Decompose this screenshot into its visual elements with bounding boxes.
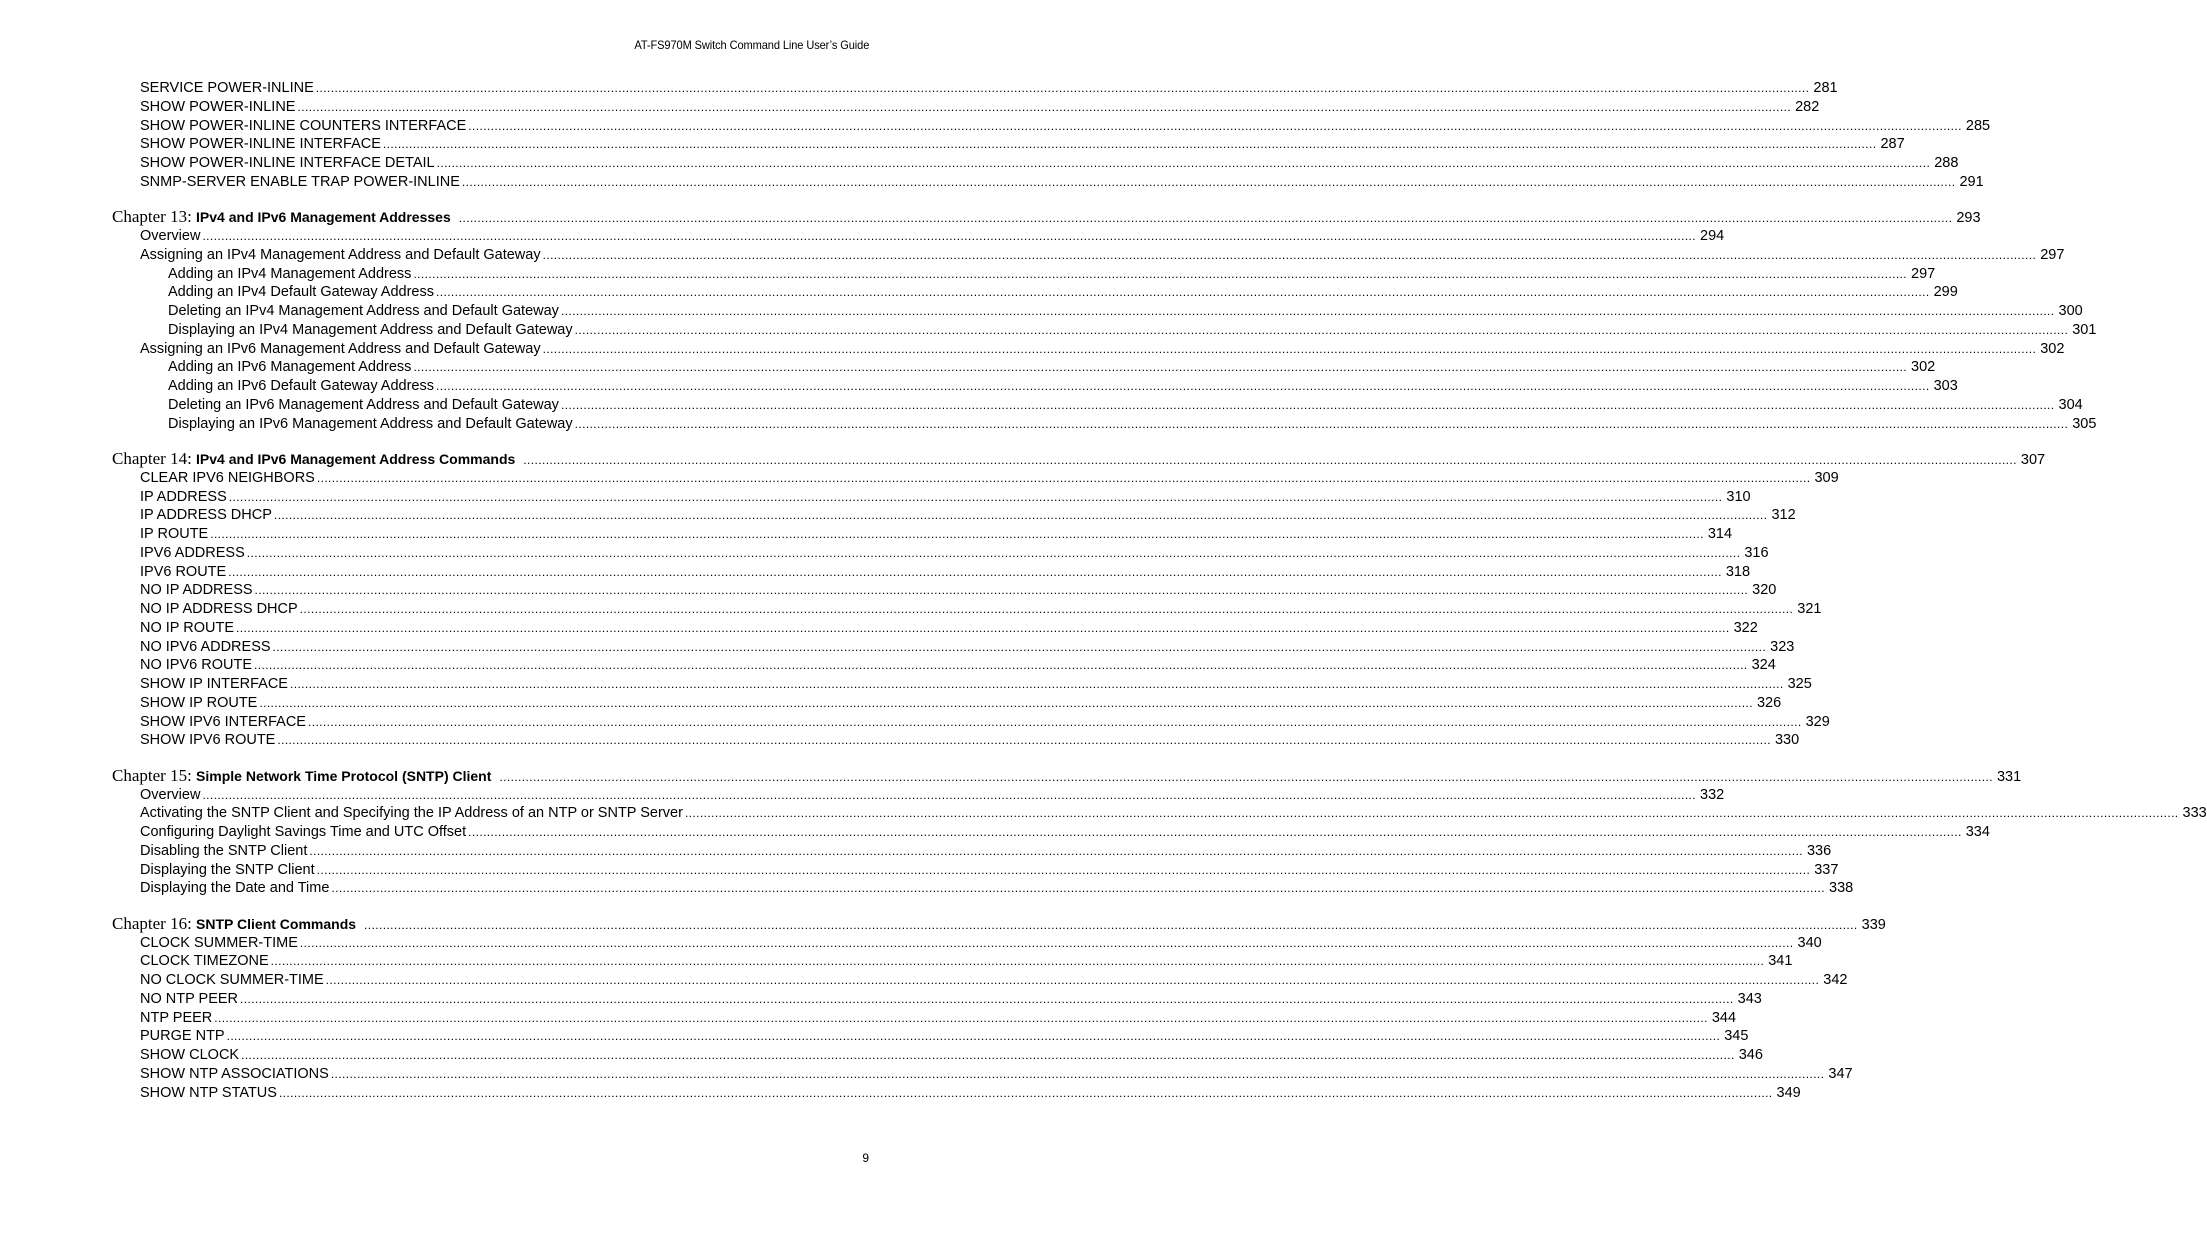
dot-leader: ................................................................................................................................................................................................................................................................................................................................................................................................................ bbox=[254, 583, 1749, 598]
toc-page-number: 336 bbox=[1806, 842, 1832, 859]
toc-entry[interactable] bbox=[140, 804, 2207, 823]
toc-entry-title: Assigning an IPv4 Management Address and Default Gateway bbox=[140, 246, 541, 263]
toc-page-number: 281 bbox=[1813, 80, 1838, 96]
toc-entry[interactable] bbox=[140, 638, 1795, 657]
toc-page-number: 300 bbox=[2058, 303, 2083, 319]
toc-page-number: 304 bbox=[2058, 396, 2083, 413]
toc-entry-title: PURGE NTP bbox=[140, 1028, 225, 1045]
toc-entry-title: NO IP ADDRESS bbox=[140, 582, 253, 599]
toc-entry-title bbox=[112, 914, 364, 935]
toc-entry-title: SNMP-SERVER ENABLE TRAP POWER-INLINE bbox=[140, 173, 460, 190]
dot-leader: ................................................................................................................................................................................................................................................................................................................................................................................................................ bbox=[240, 991, 1734, 1006]
toc-entry-title: SHOW NTP STATUS bbox=[140, 1084, 277, 1101]
toc-entry-title: CLOCK TIMEZONE bbox=[140, 953, 269, 970]
dot-leader: ................................................................................................................................................................................................................................................................................................................................................................................................................ bbox=[560, 304, 2055, 318]
toc-page-number: 338 bbox=[1829, 880, 1854, 897]
toc-entry[interactable] bbox=[140, 1046, 1763, 1065]
toc-entry-title: SHOW IP ROUTE bbox=[140, 694, 258, 711]
chapter-title: IPv4 and IPv6 Management Address Commands bbox=[196, 450, 516, 467]
toc-page-number: 302 bbox=[1911, 359, 1936, 376]
toc-entry-title: Displaying an IPv6 Management Address and Default Gateway bbox=[168, 415, 573, 432]
toc-entry-title: Adding an IPv6 Default Gateway Address bbox=[168, 378, 434, 394]
toc-entry[interactable] bbox=[140, 227, 1725, 246]
toc-entry[interactable] bbox=[140, 1084, 1801, 1103]
toc-page-number: 307 bbox=[2020, 451, 2046, 468]
toc-entry[interactable] bbox=[140, 173, 1984, 192]
toc-page-number: 297 bbox=[1911, 265, 1936, 282]
toc-entry-title bbox=[112, 449, 523, 470]
toc-entry-title: IPV6 ROUTE bbox=[140, 563, 227, 580]
toc-page-number: 343 bbox=[1737, 990, 1762, 1007]
toc-page-number: 299 bbox=[1933, 284, 1958, 301]
dot-leader: ................................................................................................................................................................................................................................................................................................................................................................................................................ bbox=[254, 658, 1748, 673]
toc-entry[interactable] bbox=[140, 525, 1733, 544]
toc-entry-title: Disabling the SNTP Client bbox=[140, 842, 308, 859]
toc-entry[interactable] bbox=[140, 879, 1854, 898]
toc-page-number: 341 bbox=[1768, 953, 1793, 970]
toc-chapter-entry[interactable] bbox=[112, 207, 1981, 228]
toc-chapter-entry[interactable] bbox=[112, 448, 2046, 470]
toc-entry[interactable] bbox=[140, 842, 1832, 861]
toc-page-number: 324 bbox=[1751, 657, 1776, 674]
dot-leader: ................................................................................................................................................................................................................................................................................................................................................................................................................ bbox=[278, 1085, 1773, 1100]
toc-page-number: 310 bbox=[1726, 488, 1751, 505]
toc-entry[interactable] bbox=[168, 265, 1936, 284]
dot-leader: ................................................................................................................................................................................................................................................................................................................................................................................................................ bbox=[236, 620, 1730, 635]
toc-page-number: 340 bbox=[1797, 934, 1822, 951]
toc-entry[interactable] bbox=[168, 396, 2083, 415]
toc-entry-title: Adding an IPv6 Management Address bbox=[168, 359, 412, 376]
chapter-number: Chapter 14: bbox=[112, 448, 197, 468]
toc-entry[interactable] bbox=[140, 990, 1762, 1009]
toc-page-number: 294 bbox=[1700, 228, 1725, 244]
toc-page-number: 331 bbox=[1996, 768, 2022, 785]
dot-leader: ................................................................................................................................................................................................................................................................................................................................................................................................................ bbox=[574, 416, 2069, 431]
toc-entry[interactable] bbox=[140, 1065, 1853, 1084]
dot-leader: ................................................................................................................................................................................................................................................................................................................................................................................................................ bbox=[331, 881, 1825, 896]
toc-entry-title: CLEAR IPV6 NEIGHBORS bbox=[140, 469, 315, 486]
toc-page-number: 291 bbox=[1959, 173, 1984, 190]
dot-leader: ................................................................................................................................................................................................................................................................................................................................................................................................................ bbox=[542, 247, 2037, 262]
toc-entry[interactable] bbox=[140, 340, 2065, 359]
toc-entry-title: Overview bbox=[140, 786, 201, 803]
chapter-title: SNTP Client Commands bbox=[196, 915, 357, 932]
toc-page-number: 285 bbox=[1965, 117, 1991, 134]
toc-entry[interactable] bbox=[140, 1027, 1749, 1046]
toc-entry[interactable] bbox=[168, 321, 2097, 340]
toc-page-number: 297 bbox=[2040, 246, 2065, 263]
toc-page-number: 333 bbox=[2182, 805, 2207, 822]
chapter-title: Simple Network Time Protocol (SNTP) Client bbox=[196, 767, 492, 784]
chapter-number: Chapter 16: bbox=[112, 913, 197, 933]
toc-entry-title: SHOW IPV6 INTERFACE bbox=[140, 713, 306, 730]
toc-page-number: 321 bbox=[1797, 601, 1822, 617]
toc-entry[interactable] bbox=[140, 952, 1793, 971]
toc-page-number: 316 bbox=[1744, 544, 1769, 561]
toc-entry-title: Displaying the SNTP Client bbox=[140, 861, 315, 878]
toc-entry-title: SERVICE POWER-INLINE bbox=[140, 80, 314, 96]
toc-chapter-entry[interactable] bbox=[112, 913, 1886, 935]
toc-entry[interactable] bbox=[140, 823, 1990, 842]
dot-leader: ................................................................................................................................................................................................................................................................................................................................................................................................................ bbox=[542, 341, 2037, 356]
toc-page-number: 339 bbox=[1861, 916, 1886, 933]
toc-entry-title: SHOW POWER-INLINE bbox=[140, 98, 296, 115]
toc-page-number: 349 bbox=[1776, 1084, 1801, 1101]
toc-entry[interactable] bbox=[140, 861, 1839, 880]
toc-entry-title: NO IPV6 ROUTE bbox=[140, 657, 252, 674]
toc-entry[interactable] bbox=[140, 506, 1796, 525]
running-header: AT-FS970M Switch Command Line User’s Guide bbox=[634, 38, 869, 52]
toc-entry[interactable] bbox=[140, 135, 1905, 154]
page-number: 9 bbox=[862, 1151, 869, 1165]
toc-entry[interactable] bbox=[140, 154, 1959, 173]
toc-entry[interactable] bbox=[168, 415, 2097, 434]
toc-page-number: 329 bbox=[1805, 713, 1830, 730]
toc-page-number: 309 bbox=[1814, 469, 1839, 486]
chapter-number: Chapter 15: bbox=[112, 765, 197, 785]
toc-entry-title: Adding an IPv4 Management Address bbox=[168, 265, 412, 282]
toc-entry-title: SHOW NTP ASSOCIATIONS bbox=[140, 1065, 329, 1082]
toc-page-number: 322 bbox=[1733, 619, 1758, 636]
toc-entry[interactable] bbox=[140, 117, 1991, 136]
toc-entry-title bbox=[112, 766, 499, 787]
dot-leader: ................................................................................................................................................................................................................................................................................................................................................................................................................ bbox=[297, 99, 1792, 114]
toc-entry[interactable] bbox=[140, 581, 1777, 600]
toc-entry-title: Configuring Daylight Savings Time and UTC Offset bbox=[140, 824, 467, 840]
dot-leader: ................................................................................................................................................................................................................................................................................................................................................................................................................ bbox=[272, 639, 1767, 654]
toc-page-number: 314 bbox=[1707, 526, 1733, 542]
toc-entry[interactable] bbox=[140, 563, 1751, 582]
chapter-number: Chapter 13: bbox=[112, 207, 197, 226]
toc-entry[interactable] bbox=[140, 98, 1820, 117]
toc-entry-title: NO CLOCK SUMMER-TIME bbox=[140, 972, 324, 988]
toc-entry-title: Deleting an IPv6 Management Address and Default Gateway bbox=[168, 396, 559, 413]
toc-entry-title: NO NTP PEER bbox=[140, 990, 239, 1007]
toc-page-number: 347 bbox=[1828, 1065, 1853, 1082]
toc-page-number: 288 bbox=[1934, 155, 1959, 171]
toc-page-number: 334 bbox=[1965, 824, 1990, 840]
toc-entry-title: NO IP ADDRESS DHCP bbox=[140, 601, 298, 617]
dot-leader: ................................................................................................................................................................................................................................................................................................................................................................................................................ bbox=[436, 285, 1930, 300]
toc-entry-title: IP ADDRESS DHCP bbox=[140, 507, 272, 524]
toc-entry-title bbox=[112, 207, 459, 228]
dot-leader: ................................................................................................................................................................................................................................................................................................................................................................................................................ bbox=[382, 137, 1877, 152]
dot-leader: ................................................................................................................................................................................................................................................................................................................................................................................................................ bbox=[468, 825, 1962, 839]
toc-page-number: 332 bbox=[1700, 786, 1725, 803]
toc-page-number: 287 bbox=[1880, 136, 1905, 153]
toc-entry-title: IP ROUTE bbox=[140, 526, 209, 542]
toc-entry[interactable] bbox=[168, 302, 2083, 321]
toc-entry[interactable] bbox=[140, 694, 1782, 713]
dot-leader: ................................................................................................................................................................................................................................................................................................................................................................................................................ bbox=[277, 733, 1771, 748]
dot-leader: ................................................................................................................................................................................................................................................................................................................................................................................................................ bbox=[468, 118, 1962, 133]
toc-page-number: 337 bbox=[1814, 861, 1839, 878]
toc-entry[interactable] bbox=[140, 713, 1830, 732]
dot-leader: ................................................................................................................................................................................................................................................................................................................................................................................................................ bbox=[330, 1066, 1825, 1081]
dot-leader: ................................................................................................................................................................................................................................................................................................................................................................................................................ bbox=[226, 1029, 1721, 1044]
toc-entry[interactable] bbox=[168, 283, 1958, 302]
toc-entry[interactable] bbox=[140, 1009, 1737, 1028]
toc-entry-title: SHOW POWER-INLINE INTERFACE bbox=[140, 136, 381, 153]
toc-entry-title: Displaying an IPv4 Management Address and Default Gateway bbox=[168, 321, 573, 338]
toc-entry-title: NO IP ROUTE bbox=[140, 619, 234, 636]
toc-entry[interactable] bbox=[140, 469, 1839, 488]
toc-page-number: 318 bbox=[1725, 563, 1751, 580]
dot-leader: ................................................................................................................................................................................................................................................................................................................................................................................................................ bbox=[364, 917, 1858, 932]
dot-leader: ................................................................................................................................................................................................................................................................................................................................................................................................................ bbox=[214, 1010, 1708, 1025]
dot-leader: ................................................................................................................................................................................................................................................................................................................................................................................................................ bbox=[299, 602, 1794, 616]
dot-leader: ................................................................................................................................................................................................................................................................................................................................................................................................................ bbox=[259, 695, 1753, 710]
dot-leader: ................................................................................................................................................................................................................................................................................................................................................................................................................ bbox=[684, 806, 2179, 821]
toc-entry-title: NTP PEER bbox=[140, 1009, 213, 1026]
toc-entry-title: IPV6 ADDRESS bbox=[140, 544, 245, 561]
toc-page-number: 312 bbox=[1771, 507, 1796, 524]
dot-leader: ................................................................................................................................................................................................................................................................................................................................................................................................................ bbox=[461, 174, 1956, 189]
toc-entry[interactable] bbox=[140, 934, 1822, 953]
dot-leader: ................................................................................................................................................................................................................................................................................................................................................................................................................ bbox=[574, 322, 2069, 337]
toc-entry-title: Assigning an IPv6 Management Address and Default Gateway bbox=[140, 340, 541, 357]
dot-leader: ................................................................................................................................................................................................................................................................................................................................................................................................................ bbox=[228, 564, 1722, 579]
dot-leader: ................................................................................................................................................................................................................................................................................................................................................................................................................ bbox=[560, 397, 2055, 412]
toc-entry[interactable] bbox=[140, 246, 2065, 265]
dot-leader: ................................................................................................................................................................................................................................................................................................................................................................................................................ bbox=[289, 677, 1784, 691]
toc-entry-title: SHOW CLOCK bbox=[140, 1047, 240, 1063]
dot-leader: ................................................................................................................................................................................................................................................................................................................................................................................................................ bbox=[436, 156, 1931, 170]
toc-page-number: 303 bbox=[1933, 378, 1958, 394]
toc-chapter-entry[interactable] bbox=[112, 765, 2022, 787]
toc-page-number: 342 bbox=[1823, 972, 1848, 988]
chapter-title: IPv4 and IPv6 Management Addresses bbox=[196, 209, 451, 225]
dot-leader: ................................................................................................................................................................................................................................................................................................................................................................................................................ bbox=[316, 862, 1811, 877]
dot-leader: ................................................................................................................................................................................................................................................................................................................................................................................................................ bbox=[202, 229, 1697, 243]
toc-entry[interactable] bbox=[140, 731, 1800, 750]
toc-entry[interactable] bbox=[168, 377, 1958, 396]
dot-leader: ................................................................................................................................................................................................................................................................................................................................................................................................................ bbox=[299, 935, 1794, 950]
toc-entry-title: Adding an IPv4 Default Gateway Address bbox=[168, 284, 434, 301]
toc-entry[interactable] bbox=[140, 619, 1758, 638]
toc-page-number: 325 bbox=[1787, 676, 1812, 692]
dot-leader: ................................................................................................................................................................................................................................................................................................................................................................................................................ bbox=[315, 81, 1810, 95]
toc-page-number: 302 bbox=[2040, 340, 2065, 357]
toc-entry[interactable] bbox=[140, 675, 1812, 694]
dot-leader: ................................................................................................................................................................................................................................................................................................................................................................................................................ bbox=[436, 379, 1930, 393]
toc-page-number: 293 bbox=[1956, 210, 1981, 226]
toc-page-number: 346 bbox=[1738, 1047, 1763, 1063]
toc-entry[interactable] bbox=[140, 656, 1776, 675]
toc-entry-title: SHOW IP INTERFACE bbox=[140, 676, 288, 692]
dot-leader: ................................................................................................................................................................................................................................................................................................................................................................................................................ bbox=[270, 954, 1765, 969]
toc-entry[interactable] bbox=[140, 79, 1838, 98]
toc-page-number: 323 bbox=[1770, 638, 1795, 655]
toc-entry-title: Overview bbox=[140, 228, 201, 244]
dot-leader: ................................................................................................................................................................................................................................................................................................................................................................................................................ bbox=[273, 508, 1768, 523]
toc-page-number: 301 bbox=[2072, 321, 2097, 338]
toc-page-number: 330 bbox=[1774, 732, 1800, 749]
toc-page-number: 345 bbox=[1724, 1028, 1749, 1045]
dot-leader: ................................................................................................................................................................................................................................................................................................................................................................................................................ bbox=[307, 714, 1802, 729]
toc-entry-title: Activating the SNTP Client and Specifying the IP Address of an NTP or SNTP Server bbox=[140, 805, 683, 822]
toc-page-number: 320 bbox=[1752, 582, 1777, 599]
toc-entry-title: IP ADDRESS bbox=[140, 488, 227, 505]
toc-entry-title: Displaying the Date and Time bbox=[140, 880, 330, 897]
dot-leader: ................................................................................................................................................................................................................................................................................................................................................................................................................ bbox=[458, 211, 1953, 225]
dot-leader: ................................................................................................................................................................................................................................................................................................................................................................................................................ bbox=[316, 470, 1811, 485]
toc-entry-title: Deleting an IPv4 Management Address and Default Gateway bbox=[168, 303, 559, 319]
toc-entry-title: SHOW IPV6 ROUTE bbox=[140, 732, 276, 749]
dot-leader: ................................................................................................................................................................................................................................................................................................................................................................................................................ bbox=[499, 769, 1993, 784]
toc-page-number: 326 bbox=[1756, 694, 1782, 711]
dot-leader: ................................................................................................................................................................................................................................................................................................................................................................................................................ bbox=[202, 787, 1697, 802]
toc-page-number: 282 bbox=[1795, 98, 1820, 115]
toc-entry[interactable] bbox=[140, 786, 1725, 805]
dot-leader: ................................................................................................................................................................................................................................................................................................................................................................................................................ bbox=[523, 452, 2017, 467]
dot-leader: ................................................................................................................................................................................................................................................................................................................................................................................................................ bbox=[413, 360, 1908, 375]
dot-leader: ................................................................................................................................................................................................................................................................................................................................................................................................................ bbox=[246, 545, 1741, 560]
toc-entry[interactable] bbox=[168, 358, 1936, 377]
toc-entry-title: SHOW POWER-INLINE INTERFACE DETAIL bbox=[140, 155, 435, 171]
dot-leader: ................................................................................................................................................................................................................................................................................................................................................................................................................ bbox=[241, 1048, 1735, 1062]
toc-entry-title: SHOW POWER-INLINE COUNTERS INTERFACE bbox=[140, 117, 467, 134]
toc-entry-title: CLOCK SUMMER-TIME bbox=[140, 934, 298, 951]
toc-page-number: 305 bbox=[2072, 415, 2097, 432]
dot-leader: ................................................................................................................................................................................................................................................................................................................................................................................................................ bbox=[413, 266, 1908, 281]
dot-leader: ................................................................................................................................................................................................................................................................................................................................................................................................................ bbox=[210, 527, 1704, 541]
toc-entry[interactable] bbox=[140, 544, 1769, 563]
toc-entry[interactable] bbox=[140, 600, 1822, 619]
toc-entry[interactable] bbox=[140, 971, 1848, 990]
dot-leader: ................................................................................................................................................................................................................................................................................................................................................................................................................ bbox=[309, 843, 1803, 858]
toc-entry-title: NO IPV6 ADDRESS bbox=[140, 638, 271, 655]
dot-leader: ................................................................................................................................................................................................................................................................................................................................................................................................................ bbox=[228, 489, 1723, 504]
toc-page-number: 344 bbox=[1711, 1009, 1737, 1026]
toc-entry[interactable] bbox=[140, 488, 1751, 507]
dot-leader: ................................................................................................................................................................................................................................................................................................................................................................................................................ bbox=[325, 973, 1820, 987]
